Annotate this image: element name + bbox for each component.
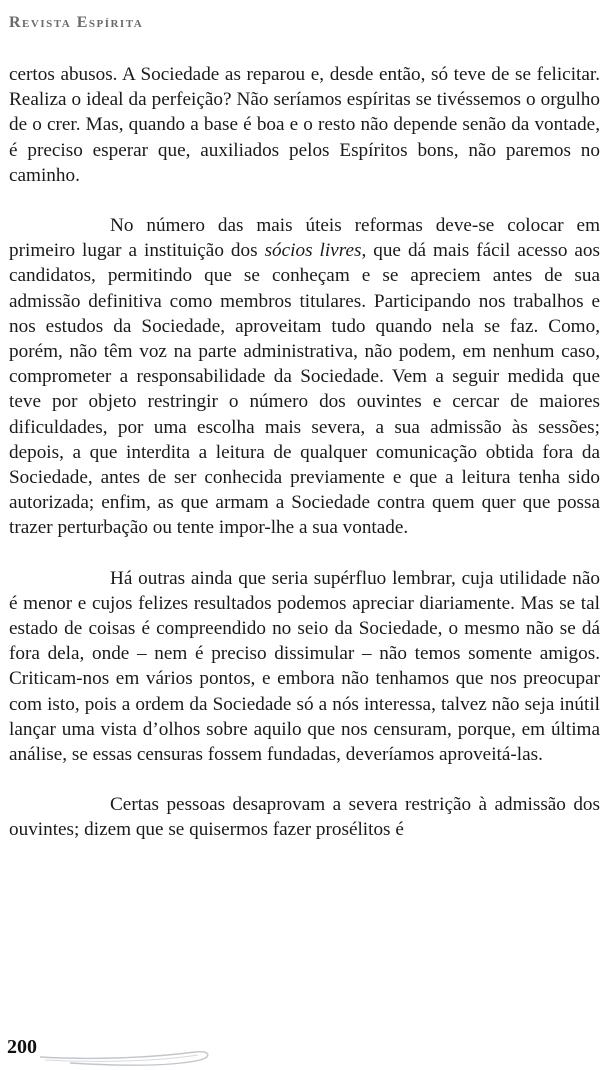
- emphasis-socios-livres: sócios livres: [264, 240, 362, 262]
- paragraph-4: Certas pessoas desaprovam a severa restrição à admissão dos ouvintes; dizem que se quisermos fazer prosélitos é: [9, 794, 600, 841]
- page-number: 200: [7, 1036, 37, 1058]
- paragraph-1: certos abusos. A Sociedade as reparou e, desde então, só teve de se felicitar. Realiza o ideal da perfeição? Não seríamos espíritas se tivéssemos o orgulho de o crer. Mas, quando a base é boa e o resto não depende senão da vontade, é preciso esperar que, auxiliados pelos Espíritos bons, não paremos no caminho.: [9, 64, 600, 186]
- body-text: [9, 62, 600, 843]
- paragraph-2-text-end: , que dá mais fácil acesso aos candidatos, permitindo que se conheçam e se apreciem antes de sua admissão definitiva como membros titulares. Participando nos trabalhos e nos estudos da Sociedade, aproveitam tudo quando nela se faz. Como, porém, não têm voz na parte administrativa, não podem, em nenhum caso, comprometer a responsabilidade da Sociedade. Vem a seguir medida que teve por objeto restringir o número dos ouvintes e cercar de maiores dificuldades, por uma escolha mais severa, a sua admissão às sessões; depois, a que interdita a leitura de qualquer comunicação obtida fora da Sociedade, antes de ser conhecida previamente e que a leitura tenha sido autorizada; enfim, as que armam a Sociedade contra quem quer que possa trazer perturbação ou tente impor-lhe a sua vontade.: [9, 240, 600, 539]
- running-head: Revista Espírita: [9, 14, 144, 31]
- paragraph-2-text-start: No número das mais úteis reformas deve-se colocar em primeiro lugar a instituição dos: [9, 215, 600, 262]
- paragraph-3: Há outras ainda que seria supérfluo lembrar, cuja utilidade não é menor e cujos felizes resultados podemos apreciar diariamente. Mas se tal estado de coisas é compreendido no seio da Sociedade, o mesmo não se dá fora dela, onde – nem é preciso dissimular – não temos somente amigos. Criticam-nos em vários pontos, e embora não tenhamos que nos preocupar com isto, pois a ordem da Sociedade só a nós interessa, talvez não seja inútil lançar uma vista d’olhos sobre aquilo que nos censuram, porque, em última análise, se essas censuras fossem fundadas, deveríamos aproveitá-las.: [9, 567, 600, 766]
- paragraph-2: [9, 213, 600, 541]
